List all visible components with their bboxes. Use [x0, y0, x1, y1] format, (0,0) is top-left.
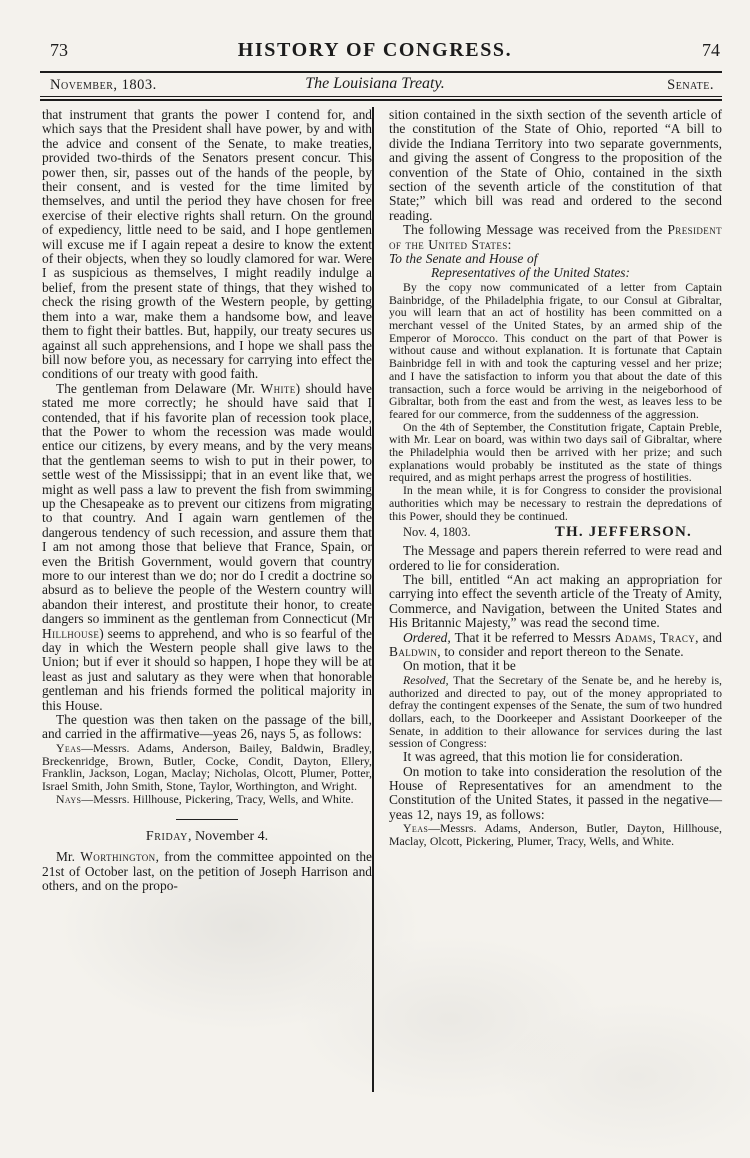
text-run: that instrument that grants the power I contend for, and which says that the President shall have power, by and with the advice and consent of the Senate, to make treaties, provided two-thirds of the Senators present concur. This power then, sir, passes out of the hands of the people, by their consent, and is vested for the time limited by themselves, and until the period they have chosen for free exercise of their elective rights shall return. On the ground of expediency, little need to be said, and I hope gentlemen will excuse me if I again repeat a desire to know the extent of their objects, when they so loudly clamored for war. Were I as suspicious as themselves, I might readily indulge a belief, from the present state of things, that they wished to check the rising growth of the Western people, by getting them into a war, make them a handsome bow, and leave them to fight their battles. But, happily, our treaty secures us against all such apprehensions, and I hope we shall pass the bill now before you, as necessary for carrying into effect the conditions of our treaty with good faith.	[42, 107, 372, 382]
signature-line	[389, 524, 722, 541]
paragraph	[389, 674, 722, 750]
text-run: President of the United States	[389, 222, 722, 252]
text-run: It was agreed, that this motion lie for consideration.	[403, 749, 683, 765]
text-run: Worthington	[80, 849, 156, 865]
paragraph	[42, 850, 372, 893]
paragraph	[389, 544, 722, 573]
text-run: That the Secretary of the Senate be, and he hereby is, authorized and directed to pay, out of the money appropriated to defray the contingent expenses of the Senate, the sum of two hundred dollars, each, to the Doorkeeper and Assistant Doorkeeper of the Senate, in addition to their allowance for services during the last session of Congress:	[389, 672, 722, 751]
text-run: In the mean while, it is for Congress to consider the provisional authorities which may be necessary to restrain the depredations of this Power, should they be continued.	[389, 483, 722, 523]
paragraph	[389, 223, 722, 252]
column-divider-rule	[372, 107, 374, 1092]
right-column	[389, 108, 722, 848]
paragraph	[389, 822, 722, 847]
paragraph	[389, 631, 722, 660]
text-run: —Messrs. Hillhouse, Pickering, Tracy, Wells, and White.	[81, 791, 354, 806]
text-run: The bill, entitled “An act making an appropriation for carrying into effect the seventh article of the Treaty of Amity, Commerce, and Navigation, between the United States and His Britannic Majesty,” was read the second time.	[389, 572, 722, 631]
text-run: Resolved,	[403, 672, 449, 687]
text-run: sition contained in the sixth section of the seventh article of the constitution of the State of Ohio, reported “A bill to divide the Indiana Territory into two separate governments, and giving the assent of Congress to the proposition of the convention of the State of Ohio, contained in the sixth section of the seventh article of the constitution of that State;” which bill was read and ordered to the second reading.	[389, 107, 722, 223]
paragraph	[389, 765, 722, 823]
paragraph	[389, 750, 722, 764]
paragraph	[389, 281, 722, 421]
text-run: , and	[695, 629, 722, 645]
text-run: On the 4th of September, the Constitution frigate, Captain Preble, with Mr. Lear on board, was within two days sail of Gibraltar, where the Philadelphia would then be arrived with her prize; and such explanations would probably be instituted as the state of things required, and as might perhaps arrest the progress of hostilities.	[389, 419, 722, 485]
section-divider-rule	[176, 819, 238, 820]
message-date: Nov. 4, 1803.	[403, 525, 471, 540]
paragraph	[389, 659, 722, 673]
text-run: Adams	[614, 629, 653, 645]
text-run: ) seems to apprehend, and who is so fearful of the day in which the Western people shall give laws to the Union; but if ever it should so happen, I hope they will be at least as just and salutary as they were when that honorable gentleman and his friends formed the political majority in this House.	[42, 625, 372, 713]
paragraph	[42, 742, 372, 793]
paragraph	[389, 266, 722, 280]
paragraph	[389, 108, 722, 223]
paragraph	[389, 252, 722, 266]
text-run: Yeas	[403, 821, 429, 836]
text-run: The question was then taken on the passage of the bill, and carried in the affirmative—yeas 26, nays 5, as follows:	[42, 712, 372, 742]
chamber-label: Senate.	[667, 77, 714, 93]
paragraph	[389, 421, 722, 485]
paragraph	[42, 713, 372, 742]
text-run: To the Senate and House of	[389, 251, 538, 267]
text-run: Ordered,	[403, 629, 451, 645]
page-number-left: 73	[50, 40, 68, 60]
text-run: Friday	[145, 829, 189, 845]
paragraph	[42, 382, 372, 713]
text-run: The following Message was received from the	[403, 222, 668, 238]
text-run: On motion to take into consideration the resolution of the House of Representatives for an amendment to the Constitution of the United States, it passed in the negative—yeas 12, nays 19, as follows:	[389, 763, 722, 822]
page-number-right: 74	[702, 40, 720, 60]
text-run: ,	[652, 629, 660, 645]
paragraph	[42, 793, 372, 806]
text-run: The gentleman from Delaware (Mr.	[56, 380, 261, 396]
header-double-rule	[40, 96, 722, 101]
text-run: Representatives of the United States:	[431, 265, 630, 281]
text-run: ) should have stated me more correctly; he should have said that I contended, that if his favorite plan of recession took place, that the Power to whom the recession was made would entice our citizens, by every means, and by the very means that the gentleman seems to wish to put in their power, to settle west of the Mississippi; that in an event like that, we might as well pass a law to prevent the fish from swimming up the Chesapeake as to prevent our citizens from migrating to that country. And I again warn gentlemen of the dangerous tendency of such recession, and assure them that I am not among those that believe that France, Spain, or even the British Government, would govern that country more to our interest than we do; nor do I credit a doctrine so absurd as to believe the people of the Western country will abandon their interest, and prostitute their honor, to create dangers so imminent as the gentleman from Connecticut (Mr	[42, 380, 372, 627]
text-run: Mr.	[56, 849, 81, 865]
text-run: Baldwin	[389, 644, 438, 660]
text-run: , November 4.	[188, 829, 269, 845]
text-run: Yeas	[56, 740, 82, 755]
signature-name: TH. JEFFERSON.	[554, 524, 692, 541]
text-run: On motion, that it be	[403, 658, 516, 674]
paragraph	[389, 484, 722, 522]
day-heading	[42, 829, 372, 845]
text-run: , to consider and report thereon to the Senate.	[437, 644, 684, 660]
text-run: Hillhouse	[42, 625, 100, 641]
text-run: By the copy now communicated of a letter from Captain Bainbridge, of the Philadelphia frigate, to our Consul at Gibraltar, you will learn that an act of hostility has been committed on a merchant vessel of the United States, by an armed ship of the Emperor of Morocco. This conduct on the part of that Power is without cause and without explanation. It is fortunate that Captain Bainbridge fell in with and took the capturing vessel and her prize; and I have the satisfaction to inform you that about the date of this transaction, such a force would be arriving in the neigeborhood of Gibraltar, both from the east and from the west, as leaves less to be feared for our commerce, from the suddenness of the aggression.	[389, 279, 722, 421]
running-title: The Louisiana Treaty.	[305, 75, 445, 92]
text-run: —Messrs. Adams, Anderson, Butler, Dayton, Hillhouse, Maclay, Olcott, Pickering, Plumer, Tracy, Wells, and White.	[389, 821, 722, 848]
text-run: :	[507, 236, 512, 252]
text-run: Tracy	[659, 629, 696, 645]
paragraph	[389, 573, 722, 631]
text-run: Nays	[56, 791, 82, 806]
text-run: White	[260, 380, 296, 396]
text-run: That it be referred to Messrs	[450, 629, 615, 645]
text-run: , from the committee appointed on the 21st of October last, on the petition of Joseph Harrison and others, and on the propo-	[42, 849, 372, 894]
header-rule	[40, 71, 722, 73]
text-run: —Messrs. Adams, Anderson, Bailey, Baldwin, Bradley, Breckenridge, Brown, Butler, Cocke, Condit, Dayton, Ellery, Franklin, Jackson, Logan, Maclay; Nicholas, Olcott, Plumer, Potter, Israel Smith, John Smith, Stone, Taylor, Worthington, and Wright.	[42, 740, 372, 793]
text-run: The Message and papers therein referred to were read and ordered to lie for consideration.	[389, 543, 722, 573]
left-column	[42, 108, 372, 894]
date-line: November, 1803.	[50, 77, 157, 93]
paragraph	[42, 108, 372, 382]
page-title: HISTORY OF CONGRESS.	[237, 39, 513, 61]
